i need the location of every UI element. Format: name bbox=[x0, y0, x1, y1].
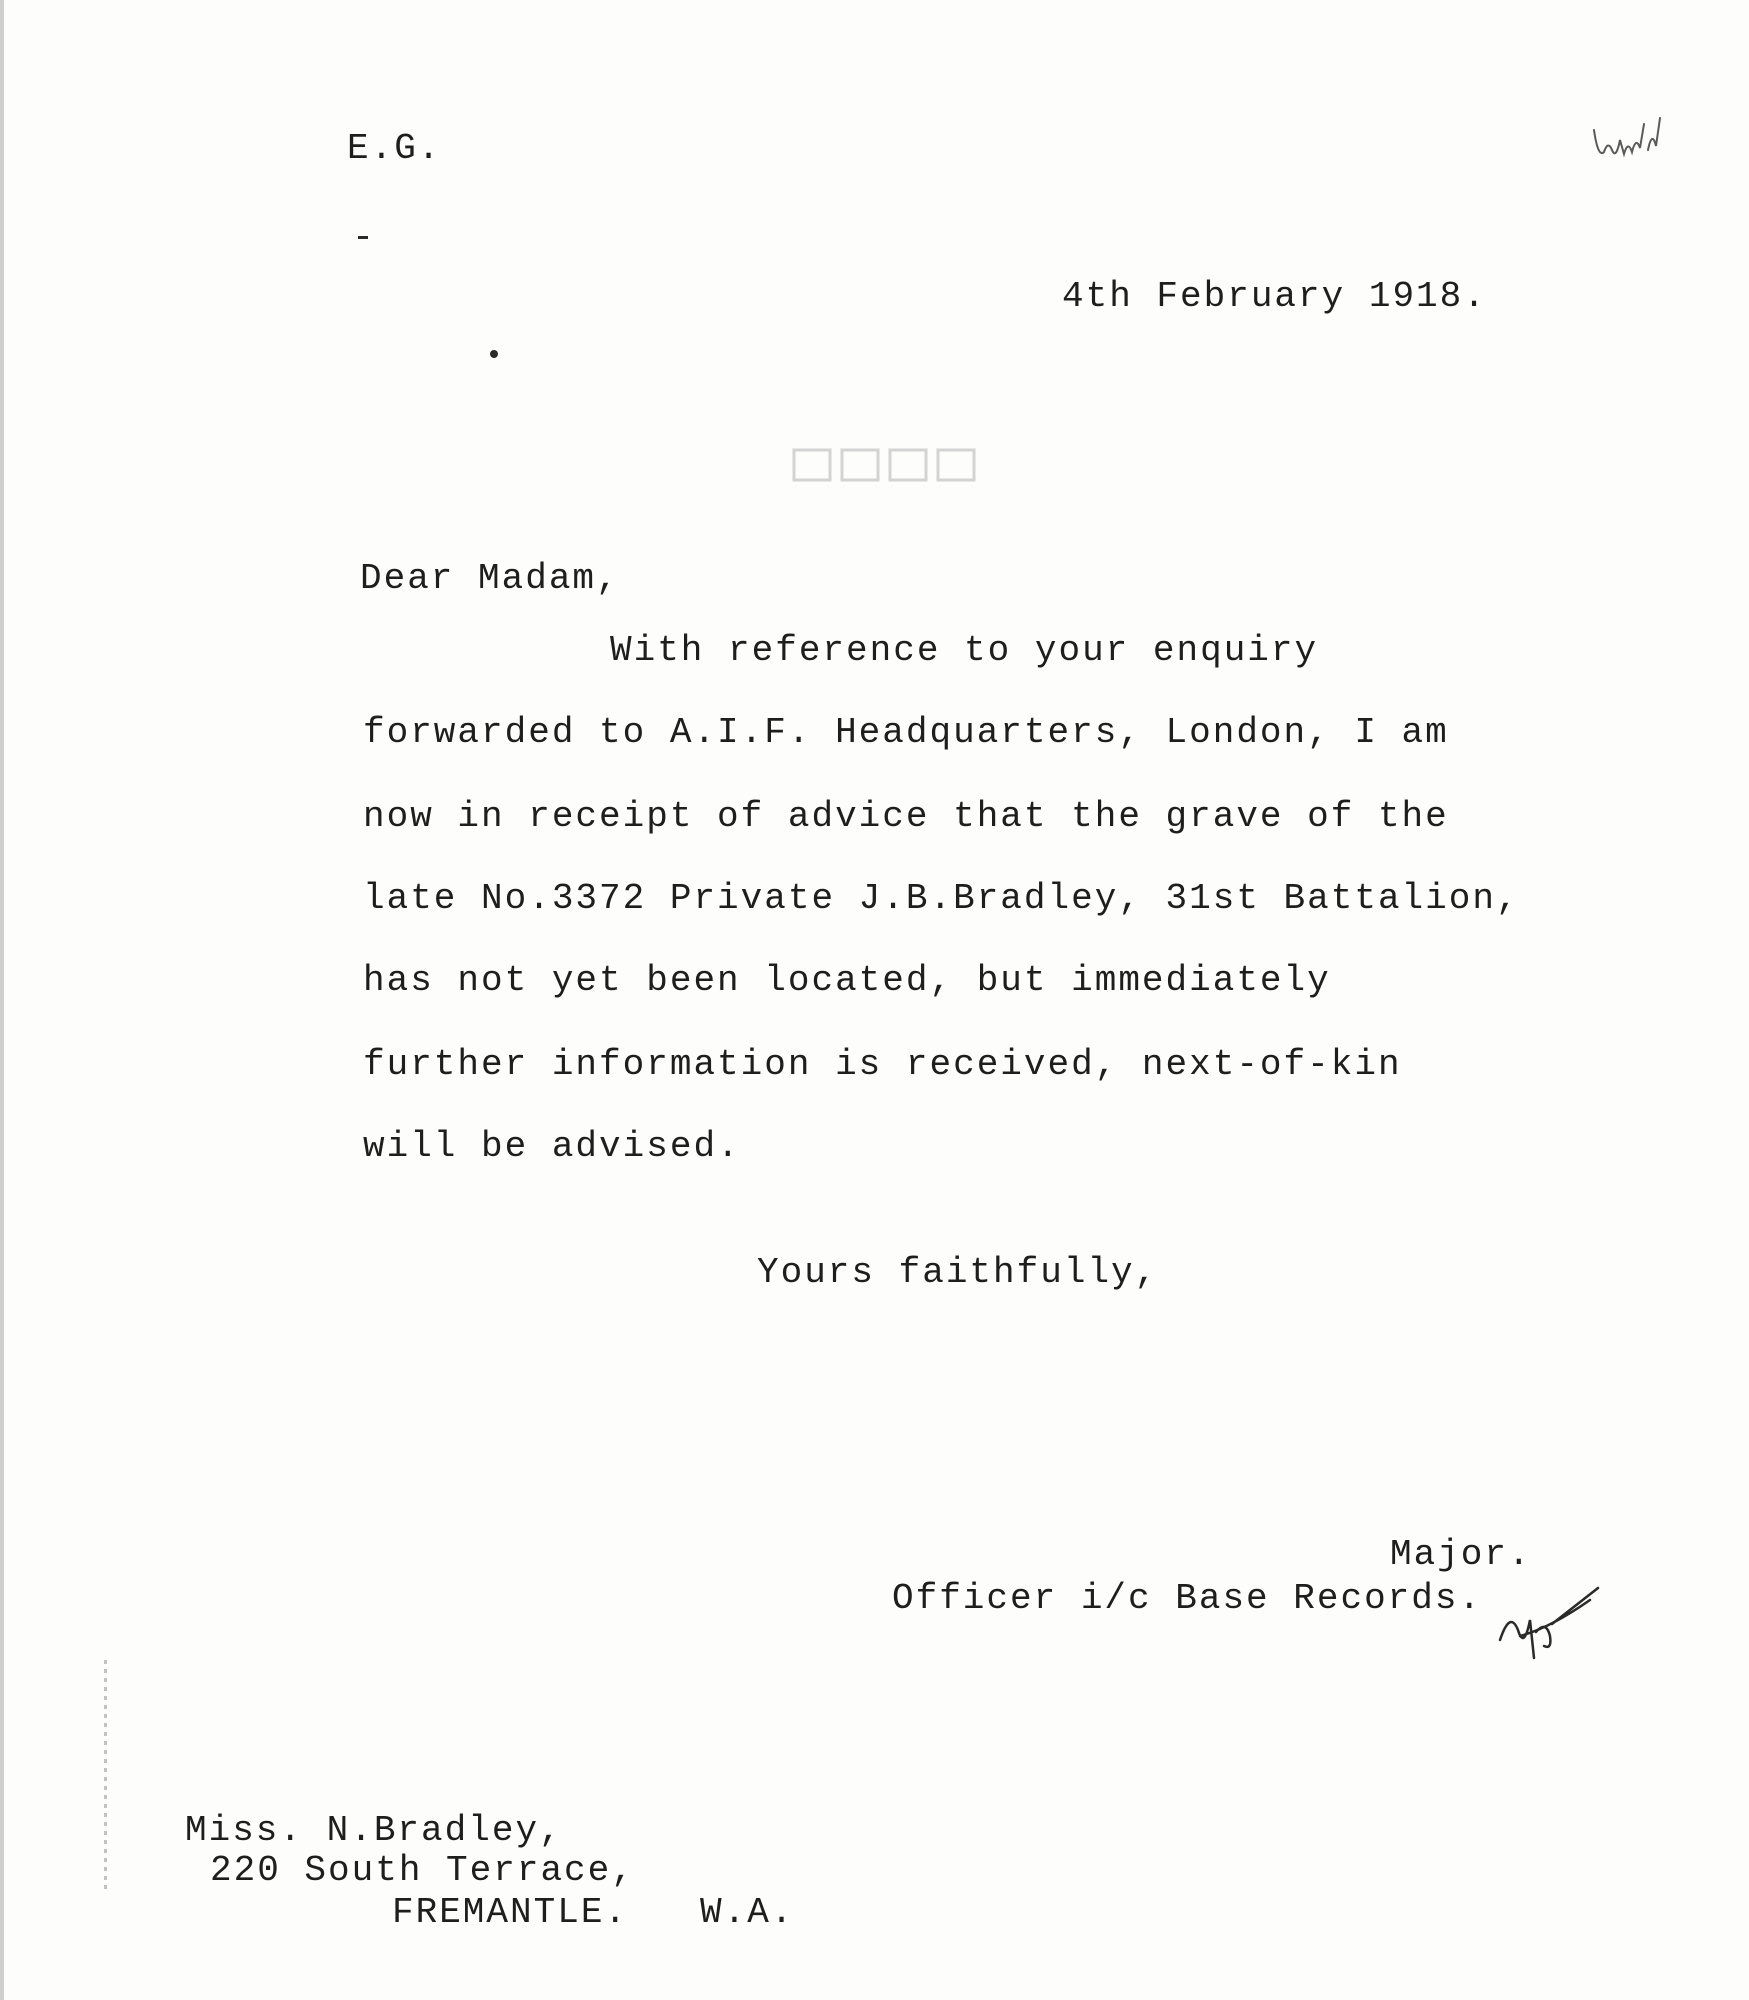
letter-date: 4th February 1918. bbox=[1062, 276, 1487, 317]
stray-dot bbox=[490, 350, 498, 358]
body-line: With reference to your enquiry bbox=[610, 630, 1319, 671]
body-line: forwarded to A.I.F. Headquarters, London, I am bbox=[363, 712, 1449, 753]
margin-perforation bbox=[104, 1660, 107, 1890]
body-line: further information is received, next-of-kin bbox=[363, 1044, 1402, 1085]
signatory-office: Officer i/c Base Records. bbox=[892, 1578, 1483, 1619]
recipient-state: W.A. bbox=[700, 1892, 795, 1933]
recipient-city: FREMANTLE. bbox=[392, 1892, 629, 1933]
signatory-rank: Major. bbox=[1390, 1534, 1532, 1575]
body-line: has not yet been located, but immediately bbox=[363, 960, 1331, 1001]
body-line: now in receipt of advice that the grave of the bbox=[363, 796, 1449, 837]
reference-code: E.G. bbox=[347, 128, 442, 169]
handwritten-initials-icon bbox=[1590, 110, 1670, 170]
recipient-name: Miss. N.Bradley, bbox=[185, 1810, 563, 1851]
handwritten-signature-icon bbox=[1490, 1580, 1600, 1670]
body-line: will be advised. bbox=[363, 1126, 741, 1167]
body-line: late No.3372 Private J.B.Bradley, 31st Battalion, bbox=[363, 878, 1520, 919]
stray-dash bbox=[358, 236, 368, 239]
salutation: Dear Madam, bbox=[360, 558, 620, 599]
faded-stamp-icon bbox=[790, 442, 990, 490]
recipient-street: 220 South Terrace, bbox=[210, 1850, 635, 1891]
page-edge bbox=[0, 0, 4, 2000]
closing: Yours faithfully, bbox=[757, 1252, 1159, 1293]
